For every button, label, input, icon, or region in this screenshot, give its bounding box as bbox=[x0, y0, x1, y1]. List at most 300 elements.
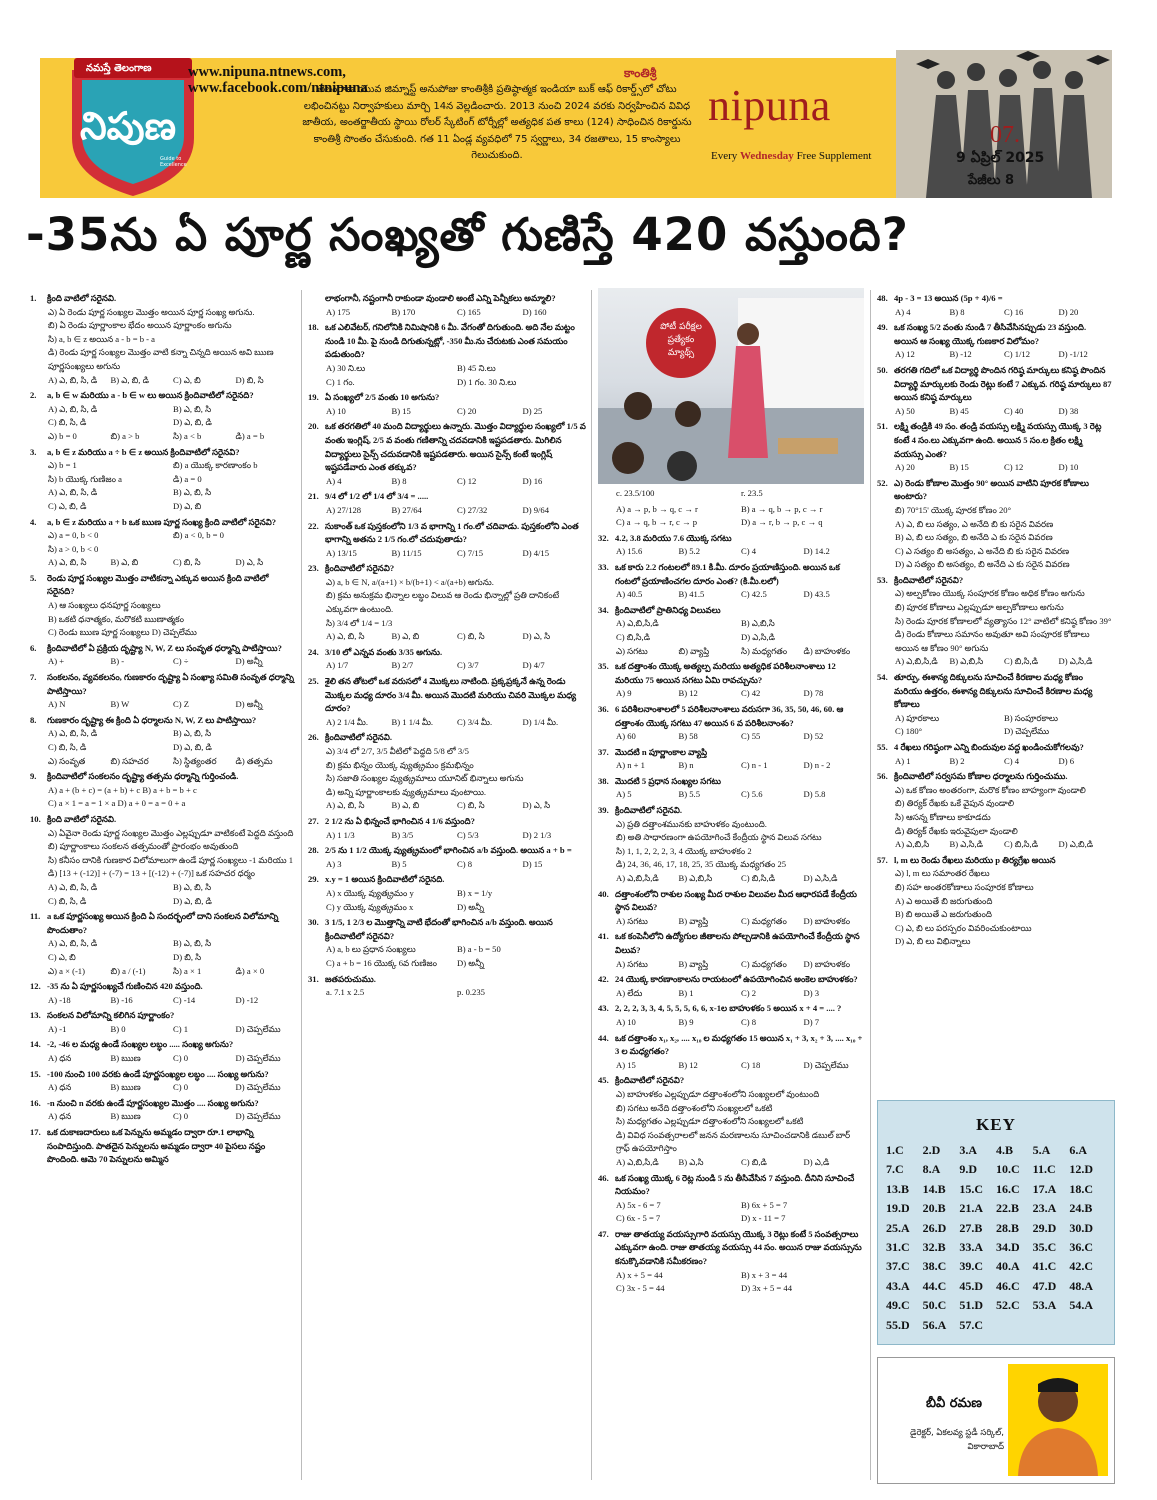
question-statement: బి) అతి సాధారణంగా ఉపయోగించే కేంద్రీయ స్థాన విలువ సగటు bbox=[616, 832, 822, 843]
answer-option[interactable]: C) 40 bbox=[1004, 405, 1024, 416]
answer-option[interactable]: C) 0 bbox=[173, 1053, 189, 1064]
answer-option[interactable]: B) ఎ, బి bbox=[391, 631, 420, 642]
answer-option[interactable]: A) 1/7 bbox=[326, 660, 349, 671]
answer-option[interactable]: A) 2 1/4 మీ. bbox=[326, 716, 369, 727]
question-header bbox=[598, 888, 866, 915]
answer-option[interactable]: C) n - 1 bbox=[741, 760, 768, 771]
answer-option[interactable]: A) 13/15 bbox=[326, 547, 357, 558]
question-number: 41. bbox=[598, 931, 609, 942]
answer-option[interactable]: B) ఎ, బి, సి bbox=[173, 403, 212, 414]
facebook-url[interactable]: www.facebook.com/ntnipuna bbox=[188, 80, 368, 96]
question-number: 6. bbox=[30, 642, 37, 653]
question-number: 57. bbox=[877, 854, 888, 865]
answer-option[interactable]: C) 16 bbox=[1004, 306, 1024, 317]
answer-option[interactable]: సి) స్థిత్యంతర bbox=[173, 755, 217, 766]
question-header bbox=[308, 973, 588, 987]
answer-option[interactable]: C) ఎ, బి, డి bbox=[48, 500, 87, 511]
answer-option[interactable]: D) ఎ, సి bbox=[522, 631, 551, 642]
answer-option[interactable]: C) 3/4 మీ. bbox=[457, 716, 493, 727]
answer-option[interactable]: B) 58 bbox=[678, 731, 698, 742]
answer-option[interactable]: C) బి, సి, డి bbox=[48, 895, 87, 906]
answer-option[interactable]: C) 8 bbox=[741, 1016, 757, 1027]
answer-option[interactable]: B) 2/7 bbox=[391, 660, 414, 671]
answer-option[interactable]: A) 9 bbox=[616, 688, 632, 699]
answer-option[interactable]: B) a - b = 50 bbox=[457, 944, 501, 955]
answer-option[interactable]: C) 165 bbox=[457, 306, 481, 317]
answer-option[interactable]: సి) a > 0, b < 0 bbox=[48, 543, 99, 554]
answer-option[interactable]: B) ఎ, బి bbox=[391, 800, 420, 811]
answer-option[interactable]: B) ఎ, బి, సి bbox=[173, 487, 212, 498]
answer-key-entry: 18.C bbox=[1069, 1181, 1093, 1196]
answer-options bbox=[308, 362, 588, 389]
answer-option[interactable]: C) 2 bbox=[741, 987, 757, 998]
answer-options bbox=[308, 547, 588, 561]
answer-option[interactable]: B) 1 bbox=[678, 987, 694, 998]
answer-option[interactable]: C) బి, సి, డి bbox=[48, 742, 87, 752]
answer-option[interactable]: B) 3/5 bbox=[391, 829, 414, 840]
answer-option[interactable]: D) చెప్పలేము bbox=[235, 1053, 281, 1064]
answer-option[interactable]: A) x + 5 = 44 bbox=[616, 1269, 663, 1280]
answer-option[interactable]: B) 1 1/4 మీ. bbox=[391, 716, 434, 727]
answer-option[interactable]: B) ఎ, బి, సి bbox=[173, 881, 212, 892]
answer-option[interactable]: ఎ) సగటు bbox=[616, 645, 648, 656]
question-item bbox=[308, 520, 588, 561]
answer-option[interactable]: C) బి,సి,డి bbox=[1004, 839, 1039, 850]
answer-option[interactable]: B) వ్యాప్తి bbox=[678, 958, 709, 969]
answer-option[interactable]: B) n bbox=[678, 760, 694, 771]
answer-option[interactable]: B) 12 bbox=[678, 688, 698, 699]
answer-option[interactable]: C) 4 bbox=[1004, 755, 1020, 766]
answer-option[interactable]: A) 15 bbox=[616, 1059, 636, 1070]
answer-option[interactable]: డి) a = b bbox=[235, 430, 265, 441]
answer-option[interactable]: C) బి, సి bbox=[173, 557, 201, 568]
answer-option[interactable]: C) 12 bbox=[1004, 462, 1024, 473]
question-statement: ఎ) ఏ రెండు పూర్ణ సంఖ్యల మొత్తం అయిన పూర్ణ సంఖ్య అగును. bbox=[48, 306, 255, 317]
question-header bbox=[308, 844, 588, 858]
question-statement: ఎ) ప్రతి దత్తాంశమునకు బాహుళకం వుంటుంది. bbox=[616, 818, 767, 829]
answer-option[interactable]: D) ఎ, సి bbox=[235, 557, 264, 568]
answer-option[interactable]: సి) b యొక్క గుణిజం a bbox=[48, 473, 122, 484]
answer-option[interactable]: C) బి, సి bbox=[457, 800, 485, 811]
answer-option[interactable]: B) ఋణ bbox=[110, 1111, 141, 1122]
answer-option[interactable]: B) a → q, b → p, c → r bbox=[741, 503, 823, 514]
answer-option[interactable]: ఎ) సంవృత bbox=[48, 755, 86, 766]
answer-option[interactable]: D) బాహుళకం bbox=[803, 958, 851, 969]
answer-option[interactable]: A) 30 ని.లు bbox=[326, 362, 366, 373]
answer-option[interactable]: A) 12 bbox=[895, 349, 915, 360]
answer-option[interactable]: B) 6x + 5 = 7 bbox=[741, 1199, 788, 1210]
answer-option[interactable]: డి) బాహుళకం bbox=[803, 645, 851, 656]
answer-option[interactable]: B) ఎ, బి, సి bbox=[173, 938, 212, 949]
answer-option[interactable]: D) బి, సి bbox=[173, 951, 202, 962]
answer-options bbox=[598, 1016, 866, 1030]
answer-option[interactable]: B) 15 bbox=[391, 405, 411, 416]
answer-option[interactable]: C) 42 bbox=[741, 688, 761, 699]
answer-option[interactable]: C) 180° bbox=[895, 726, 923, 737]
answer-option[interactable]: D) ఎ,సి,డి bbox=[803, 873, 838, 884]
answer-option[interactable]: A) ధన bbox=[48, 1111, 72, 1122]
answer-option[interactable]: D) -1/12 bbox=[1058, 349, 1088, 360]
answer-option[interactable]: B) x = 1/y bbox=[457, 887, 493, 898]
answer-option[interactable]: C) 20 bbox=[457, 405, 477, 416]
issue-number: 07. bbox=[990, 122, 1020, 148]
answer-option[interactable]: బి) సహచర bbox=[110, 755, 149, 766]
answer-option[interactable]: D) 6 bbox=[1058, 755, 1075, 766]
answer-option[interactable]: సి) మధ్యగతం bbox=[741, 645, 788, 656]
answer-option[interactable]: C) బి,సి,డి bbox=[741, 873, 776, 884]
answer-option[interactable]: B) 0 bbox=[110, 1023, 126, 1034]
answer-option[interactable]: A) n + 1 bbox=[616, 760, 645, 771]
answer-option[interactable]: D) 4/7 bbox=[522, 660, 545, 671]
answer-option[interactable]: బి) a < 0, b = 0 bbox=[173, 530, 224, 541]
answer-option[interactable]: A) ఎ,బి,సి,డి bbox=[616, 618, 659, 629]
answer-option[interactable]: A) + bbox=[48, 656, 65, 667]
answer-option[interactable]: D) 1/4 మీ. bbox=[522, 716, 559, 727]
answer-option[interactable]: C) బి, సి, డి bbox=[48, 417, 87, 428]
answer-option[interactable]: A) 3 bbox=[326, 858, 342, 869]
answer-option[interactable]: A) పూరకాలు bbox=[895, 712, 940, 723]
answer-option[interactable]: ఎ) b = 1 bbox=[48, 460, 77, 471]
answer-key-entry: 37.C bbox=[886, 1259, 910, 1274]
answer-option[interactable]: A) ఎ,బి,సి,డి bbox=[616, 873, 659, 884]
answer-option[interactable]: C) మధ్యగతం bbox=[741, 958, 787, 969]
answer-option[interactable]: D) 160 bbox=[522, 306, 547, 317]
answer-option[interactable]: a. 7.1 x 2.5 bbox=[326, 987, 365, 998]
answer-options bbox=[30, 459, 298, 513]
answer-option[interactable]: A) 27/128 bbox=[326, 504, 362, 515]
answer-option[interactable]: D) a → r, b → p, c → q bbox=[741, 517, 823, 528]
question-statement: సి) a, b ∈ z అయిన a - b = b - a bbox=[48, 333, 155, 344]
answer-option[interactable]: B) 15 bbox=[949, 462, 969, 473]
answer-option[interactable]: బి) వ్యాప్తి bbox=[678, 645, 710, 656]
answer-option[interactable]: A) ఎ, బి, సి, డి bbox=[48, 881, 98, 892]
answer-option[interactable]: D) ఎ,బి,డి bbox=[1058, 839, 1094, 850]
answer-option[interactable]: C) -14 bbox=[173, 994, 196, 1005]
answer-option[interactable]: A) N bbox=[48, 699, 66, 710]
answer-option[interactable]: C) 18 bbox=[741, 1059, 761, 1070]
answer-option[interactable]: D) ఎ, బి, డి bbox=[173, 895, 212, 906]
answer-option[interactable]: డి) a = 0 bbox=[173, 473, 202, 484]
answer-option[interactable]: C) ఎ, బి bbox=[48, 951, 76, 962]
question-item bbox=[598, 503, 866, 530]
question-number: 11. bbox=[30, 911, 41, 922]
answer-option[interactable]: A) ఎ, బి, సి, డి bbox=[48, 728, 98, 739]
answer-option[interactable]: C) 5.6 bbox=[741, 789, 763, 800]
question-statement: సి) రెండు పూరక కోణాలలో వ్యత్యాసం 12° వాటిలో కనిష్ఠ కోణం 39° bbox=[895, 615, 1112, 626]
answer-option[interactable]: B) 170 bbox=[391, 306, 416, 317]
answer-option[interactable]: p. 0.235 bbox=[457, 987, 485, 998]
answer-option[interactable]: B) 12 bbox=[678, 1059, 698, 1070]
answer-option[interactable]: B) - bbox=[110, 656, 125, 667]
answer-option[interactable]: A) 20 bbox=[895, 462, 915, 473]
answer-option[interactable]: A) 50 bbox=[895, 405, 915, 416]
question-item bbox=[30, 292, 298, 387]
answer-option[interactable]: D) 52 bbox=[803, 731, 824, 742]
answer-option[interactable]: A) సగటు bbox=[616, 958, 648, 969]
question-header bbox=[598, 1172, 866, 1199]
author-photo bbox=[1008, 1364, 1108, 1476]
question-statement: A) ఆ సంఖ్యలు ధనపూర్ణ సంఖ్యలు bbox=[48, 600, 161, 611]
question-number: 42. bbox=[598, 974, 609, 985]
question-header bbox=[598, 775, 866, 789]
answer-option[interactable]: C) మధ్యగతం bbox=[741, 915, 787, 926]
answer-option[interactable]: A) 10 bbox=[326, 405, 346, 416]
answer-key-entry: 6.A bbox=[1069, 1143, 1087, 1157]
answer-option[interactable]: B) -12 bbox=[949, 349, 972, 360]
answer-option[interactable]: ఎ) a × (-1) bbox=[48, 965, 85, 976]
answer-option[interactable]: D) బాహుళకం bbox=[803, 915, 851, 926]
answer-option[interactable]: C) బి,డి bbox=[741, 1156, 767, 1167]
answer-option[interactable]: B) ఎ,బి,సి bbox=[949, 656, 984, 667]
answer-option[interactable]: c. 23.5/100 bbox=[616, 488, 655, 498]
answer-option[interactable]: బి) a > b bbox=[110, 430, 140, 441]
answer-option[interactable]: D) అన్నీ bbox=[235, 656, 263, 667]
question-item bbox=[598, 604, 866, 658]
answer-option[interactable]: A) -1 bbox=[48, 1023, 67, 1034]
answer-option[interactable]: ఎ) a = 0, b < 0 bbox=[48, 530, 99, 541]
question-statement: A) a + (b + c) = (a + b) + c B) a + b = b + c bbox=[48, 784, 197, 795]
answer-option[interactable]: A) a, b లు ప్రధాన సంఖ్యలు bbox=[326, 944, 416, 955]
question-number: 56. bbox=[877, 771, 888, 782]
answer-option[interactable]: A) ఎ, బి, సి bbox=[326, 631, 365, 642]
answer-option[interactable]: A) 60 bbox=[616, 731, 636, 742]
answer-option[interactable]: C) 3x - 5 = 44 bbox=[616, 1283, 665, 1294]
answer-option[interactable]: C) 5/3 bbox=[457, 829, 479, 840]
question-header bbox=[308, 675, 588, 716]
answer-key-entry: 14.B bbox=[922, 1181, 946, 1196]
answer-option[interactable]: C) ఎ, బి bbox=[173, 374, 201, 385]
answer-option[interactable]: డి) తత్సమ bbox=[235, 755, 273, 766]
answer-option[interactable]: C) 27/32 bbox=[457, 504, 488, 515]
answer-option[interactable]: D) 25 bbox=[522, 405, 543, 416]
answer-option[interactable]: B) ఎ, బి, డి bbox=[110, 374, 149, 385]
answer-option[interactable]: C) 6x - 5 = 7 bbox=[616, 1213, 661, 1224]
answer-option[interactable]: C) a → q, b → r, c → p bbox=[616, 517, 698, 528]
answer-option[interactable]: A) 40.5 bbox=[616, 589, 643, 600]
answer-option[interactable]: A) ఎ,బి,సి,డి bbox=[616, 1156, 659, 1167]
answer-option[interactable]: A) 1 1/3 bbox=[326, 829, 355, 840]
answer-option[interactable]: A) ధన bbox=[48, 1053, 72, 1064]
answer-option[interactable]: D) చెప్పలేము bbox=[235, 1082, 281, 1093]
answer-option[interactable]: B) W bbox=[110, 699, 130, 710]
answer-option[interactable]: D) x - 11 = 7 bbox=[741, 1213, 786, 1224]
answer-option[interactable]: A) ధన bbox=[48, 1082, 72, 1093]
answer-option[interactable]: A) 5 bbox=[616, 789, 632, 800]
answer-option[interactable]: C) 42.5 bbox=[741, 589, 767, 600]
answer-option[interactable]: A) a → p, b → q, c → r bbox=[616, 503, 698, 514]
answer-option[interactable]: A) సగటు bbox=[616, 915, 648, 926]
question-item bbox=[598, 660, 866, 701]
answer-option[interactable]: A) ఎ,బి,సి,డి bbox=[895, 656, 938, 667]
answer-option[interactable]: C) Z bbox=[173, 699, 189, 710]
answer-option[interactable]: D) 3 bbox=[803, 987, 820, 998]
question-statement: బి) పూరక కోణాలు ఎల్లప్పుడూ అల్పకోణాలు అగును bbox=[895, 602, 1064, 613]
answer-key-entry: 53.A bbox=[1032, 1298, 1057, 1313]
answer-option[interactable]: A) లేదు bbox=[616, 987, 643, 998]
answer-option[interactable]: A) 10 bbox=[616, 1016, 636, 1027]
answer-option[interactable]: A) ఎ, బి, సి, డి bbox=[48, 938, 98, 949]
answer-option[interactable]: D) 5.8 bbox=[803, 789, 826, 800]
answer-option[interactable]: D) ఎ, బి, డి bbox=[173, 742, 212, 752]
page-count: పేజీలు 8 bbox=[968, 173, 1015, 188]
answer-key-entry: 34.D bbox=[996, 1240, 1020, 1255]
answer-option[interactable]: A) ఎ, బి, సి, డి bbox=[48, 403, 98, 414]
answer-option[interactable]: B) x + 3 = 44 bbox=[741, 1269, 788, 1280]
answer-option[interactable]: D) 1 గం. 30 ని.లు bbox=[457, 376, 517, 387]
answer-option[interactable]: D) ఎ,సి,డి bbox=[1058, 656, 1093, 667]
answer-option[interactable]: D) 7 bbox=[803, 1016, 820, 1027]
answer-option[interactable]: B) ఎ,బి,సి bbox=[741, 618, 775, 629]
answer-option[interactable]: B) ఎ, బి bbox=[110, 557, 139, 568]
answer-option[interactable]: C) 1 bbox=[173, 1023, 189, 1034]
answer-option[interactable]: D) ఎ,డి bbox=[803, 1156, 830, 1167]
question-item bbox=[30, 642, 298, 669]
answer-option[interactable]: బి) a / (-1) bbox=[110, 965, 146, 976]
answer-option[interactable]: D) బి, సి bbox=[235, 374, 264, 385]
answer-option[interactable]: D) 3x + 5 = 44 bbox=[741, 1283, 792, 1294]
answer-option[interactable]: D) 15 bbox=[522, 858, 543, 869]
question-header bbox=[308, 562, 588, 576]
answer-option[interactable]: B) ఎ,బి,సి bbox=[678, 873, 713, 884]
answer-option[interactable]: B) సంపూరకాలు bbox=[1004, 712, 1058, 723]
answer-options bbox=[598, 1059, 866, 1073]
answer-option[interactable]: B) 27/64 bbox=[391, 504, 422, 515]
answer-option[interactable]: D) అన్నీ bbox=[457, 901, 485, 912]
answer-option[interactable]: A) ఎ, బి, సి, డి bbox=[48, 374, 98, 385]
answer-option[interactable]: C) 0 bbox=[173, 1111, 189, 1122]
answer-option[interactable]: D) 20 bbox=[1058, 306, 1079, 317]
answer-option[interactable]: C) బి,సి,డి bbox=[1004, 656, 1039, 667]
answer-option[interactable]: సి) a < b bbox=[173, 430, 202, 441]
answer-key-entry: 30.D bbox=[1069, 1220, 1093, 1235]
answer-option[interactable]: A) 15.6 bbox=[616, 546, 643, 557]
answer-option[interactable]: D) అన్నీ bbox=[457, 957, 485, 968]
answer-option[interactable]: D) ఎ, సి bbox=[522, 800, 551, 811]
answer-option[interactable]: B) ఎ, బి, సి bbox=[173, 728, 212, 739]
answer-option[interactable]: A) ఎ,బి,సి bbox=[895, 839, 930, 850]
answer-option[interactable]: C) ÷ bbox=[173, 656, 189, 667]
answer-option[interactable]: A) ఎ, బి, సి, డి bbox=[48, 487, 98, 498]
answer-option[interactable]: D) 9/64 bbox=[522, 504, 549, 515]
answer-option[interactable]: D) 16 bbox=[522, 475, 543, 486]
answer-option[interactable]: B) -16 bbox=[110, 994, 133, 1005]
question-text: క్రిందివాటిలో ఏ ప్రక్రియ దృష్ట్యా N, W, Z లు సంవృత ధర్మాన్ని పాటిస్తాయి? bbox=[47, 642, 282, 653]
answer-option[interactable]: A) 4 bbox=[326, 475, 342, 486]
answer-option[interactable]: C) 55 bbox=[741, 731, 761, 742]
question-statement: డి) రెండు పూర్ణ సంఖ్యల మొత్తం వాటి కన్నా చిన్నది అయిన అవి ఋణ పూర్ణసంఖ్యలు అగును bbox=[48, 347, 274, 371]
answer-option[interactable]: C) 3/7 bbox=[457, 660, 479, 671]
answer-option[interactable]: D) 4/15 bbox=[522, 547, 549, 558]
question-text: a ఒక పూర్ణసంఖ్య అయిన క్రింది ఏ సందర్భంలో దాని సంకలన విలోమాన్ని పొందుతాం? bbox=[47, 911, 279, 935]
answer-option[interactable]: బి) a యొక్క కారణాంకం b bbox=[173, 460, 258, 471]
answer-option[interactable]: D) 43.5 bbox=[803, 589, 830, 600]
answer-option[interactable]: D) చెప్పలేము bbox=[235, 1023, 281, 1034]
answer-option[interactable]: B) 2 bbox=[949, 755, 965, 766]
answer-option[interactable]: C) 12 bbox=[457, 475, 477, 486]
answer-key-entry: 23.A bbox=[1032, 1201, 1057, 1216]
answer-option[interactable]: D) ఎ, బి, డి bbox=[173, 417, 212, 428]
answer-options bbox=[30, 403, 298, 430]
question-statement: A) ఎ, బి లు సత్యం, ఎ అనేది బి కు సరైన వివరణ bbox=[895, 518, 1054, 529]
answer-option[interactable]: C) బి, సి bbox=[457, 631, 485, 642]
answer-option[interactable]: B) 8 bbox=[391, 475, 407, 486]
answer-option[interactable]: D) ఎ,సి,డి bbox=[741, 631, 776, 642]
answer-option[interactable]: C) బి,సి,డి bbox=[616, 631, 651, 642]
answer-option[interactable]: డి) a × 0 bbox=[235, 965, 265, 976]
website-url[interactable]: www.nipuna.ntnews.com, bbox=[188, 64, 346, 80]
answer-option[interactable]: B) 9 bbox=[678, 1016, 694, 1027]
answer-option[interactable]: సి) a × 1 bbox=[173, 965, 202, 976]
answer-option[interactable]: A) 1 bbox=[895, 755, 911, 766]
question-text: క్రిందివాటిలో సరైనవి? bbox=[325, 563, 395, 574]
answer-option[interactable]: C) 1 గం. bbox=[326, 376, 355, 387]
column-divider bbox=[870, 290, 871, 1480]
author-box bbox=[877, 1357, 1115, 1484]
answer-option[interactable]: D) ఎ, బి bbox=[173, 500, 202, 511]
answer-option[interactable]: D) చెప్పలేము bbox=[1004, 726, 1050, 737]
answer-option[interactable]: ఎ) b = 0 bbox=[48, 430, 77, 441]
answer-option[interactable]: A) 4 bbox=[895, 306, 911, 317]
answer-key bbox=[877, 1100, 1115, 1345]
question-item bbox=[308, 815, 588, 842]
answer-option[interactable]: A) -18 bbox=[48, 994, 71, 1005]
answer-option[interactable]: B) 5 bbox=[391, 858, 407, 869]
answer-option[interactable]: B) ఎ,సి bbox=[678, 1156, 704, 1167]
answer-option[interactable]: C) 0 bbox=[173, 1082, 189, 1093]
answer-options bbox=[30, 529, 298, 556]
answer-key-entry: 39.C bbox=[959, 1259, 983, 1274]
answer-option[interactable]: C) 4 bbox=[741, 546, 757, 557]
answer-option[interactable]: r. 23.5 bbox=[741, 488, 763, 498]
answer-option[interactable]: D) చెప్పలేము bbox=[803, 1059, 849, 1070]
answer-option[interactable]: B) ఋణ bbox=[110, 1082, 141, 1093]
answer-option[interactable]: B) ఎ,సి,డి bbox=[949, 839, 984, 850]
answer-option[interactable]: B) 45 bbox=[949, 405, 969, 416]
answer-option[interactable]: C) y యొక్క వ్యుత్క్రమం x bbox=[326, 901, 414, 912]
question-header bbox=[308, 815, 588, 829]
answer-option[interactable]: B) 11/15 bbox=[391, 547, 422, 558]
answer-option[interactable]: B) 41.5 bbox=[678, 589, 705, 600]
answer-option[interactable]: A) ఎ, బి, సి bbox=[48, 557, 87, 568]
answer-option[interactable]: B) వ్యాప్తి bbox=[678, 915, 709, 926]
answer-option[interactable]: D) అన్నీ bbox=[235, 699, 263, 710]
answer-option[interactable]: A) 5x - 6 = 7 bbox=[616, 1199, 661, 1210]
answer-option[interactable]: A) ఎ, బి, సి bbox=[326, 800, 365, 811]
answer-option[interactable]: D) 38 bbox=[1058, 405, 1079, 416]
answer-option[interactable]: C) 8 bbox=[457, 858, 473, 869]
answer-option[interactable]: D) 10 bbox=[1058, 462, 1079, 473]
answer-option[interactable]: A) 175 bbox=[326, 306, 351, 317]
answer-option[interactable]: D) చెప్పలేము bbox=[235, 1111, 281, 1122]
question-item bbox=[598, 703, 866, 744]
answer-option[interactable]: D) -12 bbox=[235, 994, 259, 1005]
answer-option[interactable]: B) 5.5 bbox=[678, 789, 700, 800]
answer-option[interactable]: C) a + b = 16 యొక్క 6వ గుణిజం bbox=[326, 957, 437, 968]
answer-option[interactable]: C) 7/15 bbox=[457, 547, 484, 558]
answer-option[interactable]: D) 2 1/3 bbox=[522, 829, 552, 840]
answer-option[interactable]: D) n - 2 bbox=[803, 760, 831, 771]
answer-option[interactable]: A) x యొక్క వ్యుత్క్రమం y bbox=[326, 887, 414, 898]
answer-option[interactable]: B) ఋణ bbox=[110, 1053, 141, 1064]
answer-key-entry: 26.D bbox=[922, 1220, 947, 1235]
answer-option[interactable]: B) 5.2 bbox=[678, 546, 700, 557]
answer-option[interactable]: D) 78 bbox=[803, 688, 824, 699]
answer-option[interactable]: B) 8 bbox=[949, 306, 965, 317]
answer-option[interactable]: D) 14.2 bbox=[803, 546, 830, 557]
question-item bbox=[30, 1009, 298, 1036]
answer-option[interactable]: C) 1/12 bbox=[1004, 349, 1031, 360]
answer-option[interactable]: B) 45 ని.లు bbox=[457, 362, 496, 373]
